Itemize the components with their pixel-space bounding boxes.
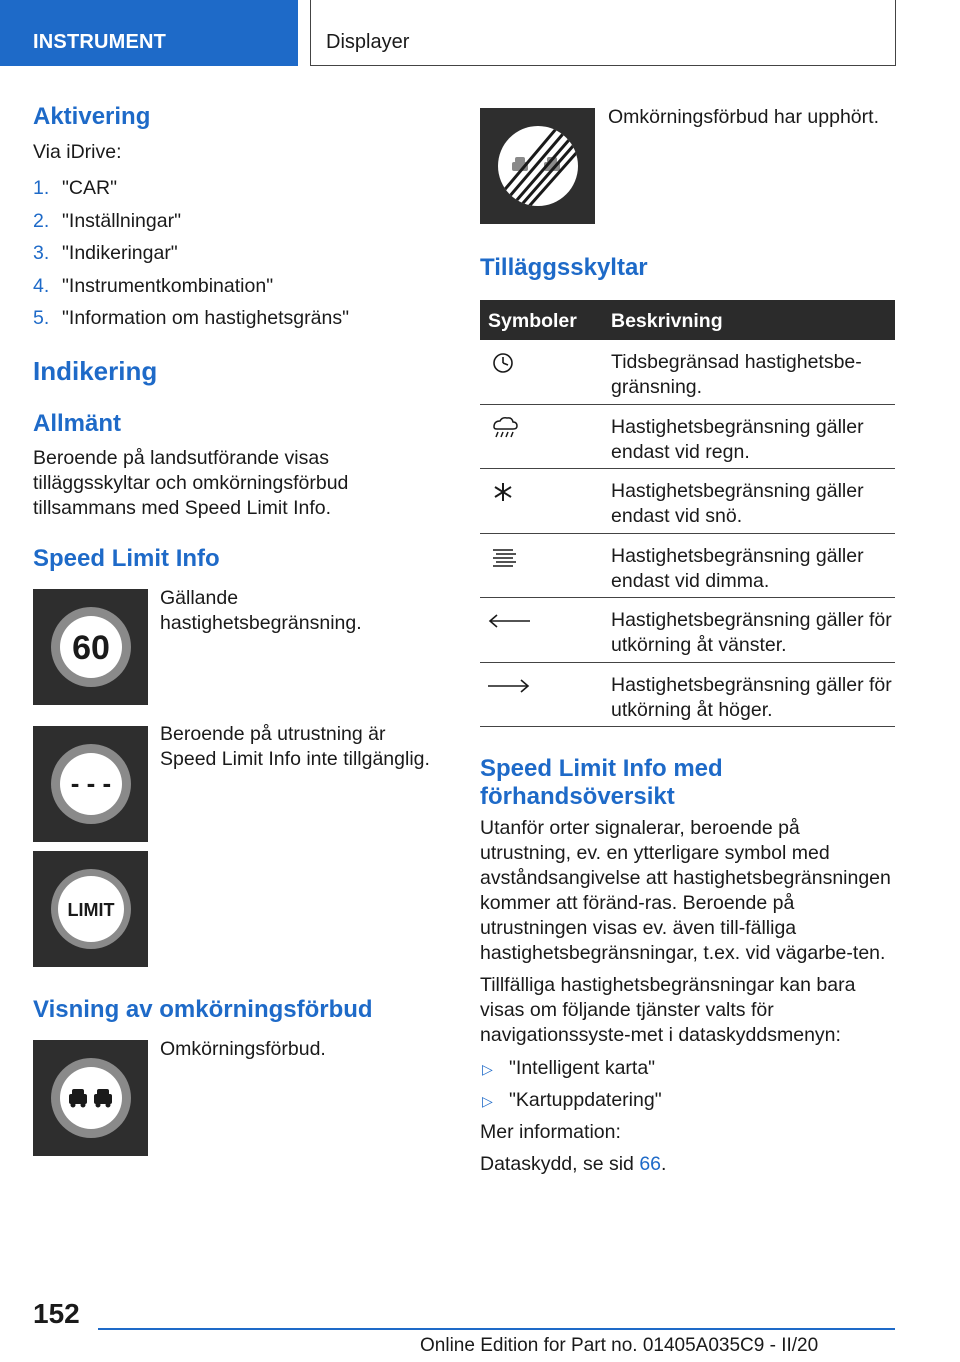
triangle-bullet-icon: ▷ — [482, 1093, 493, 1109]
row-description: Hastighetsbegränsning gäller för utkörning åt vänster. — [611, 609, 892, 656]
table-row — [480, 663, 895, 728]
table-row — [480, 469, 895, 534]
page-link[interactable]: 66 — [639, 1153, 662, 1175]
arrow-right-icon — [484, 671, 530, 701]
aktivering-intro: Via iDrive: — [33, 141, 122, 163]
aktivering-steps — [33, 178, 349, 341]
list-item: ▷ "Kartuppdatering" — [482, 1089, 662, 1111]
section-title: INSTRUMENT — [33, 31, 167, 53]
list-item: 1. "CAR" — [33, 177, 118, 199]
tillagg-heading: Tilläggsskyltar — [480, 254, 648, 281]
sign-60-caption: Gällande hastighetsbegränsning. — [160, 587, 362, 634]
svg-text:- - -: - - - — [70, 768, 112, 798]
table-row — [480, 598, 895, 663]
speed-limit-info-heading: Speed Limit Info — [33, 545, 220, 572]
row-description: Hastighetsbegränsning gäller för utkörning åt höger. — [611, 673, 892, 721]
list-item: ▷ "Intelligent karta" — [482, 1057, 656, 1079]
chapter-title: Displayer — [326, 31, 410, 53]
table-header — [480, 300, 895, 340]
reference-line: Dataskydd, se sid 66. — [480, 1153, 667, 1175]
services-list — [480, 1056, 662, 1120]
speed-limit-60-sign — [33, 589, 148, 705]
allmant-text: Beroende på landsutförande visas tilläggsskyltar och omkörningsförbud tillsammans med Speed Limit Info. — [33, 447, 349, 519]
fog-icon — [484, 542, 530, 572]
list-item: 2. "Inställningar" — [33, 209, 181, 232]
triangle-bullet-icon: ▷ — [482, 1061, 493, 1077]
footer-edition: Online Edition for Part no. 01405A035C9 - II/20 — [420, 1335, 819, 1356]
speed-limit-limit-sign — [33, 851, 148, 967]
end-no-overtaking-sign — [480, 108, 595, 224]
svg-text:60: 60 — [72, 629, 110, 667]
no-overtaking-caption: Omkörningsförbud. — [160, 1038, 326, 1060]
end-no-overtaking-caption: Omkörningsförbud har upphört. — [608, 106, 879, 128]
row-description: Hastighetsbegränsning gäller endast vid snö. — [611, 480, 864, 527]
speed-limit-unavailable-sign — [33, 726, 148, 842]
snowflake-icon — [484, 477, 530, 507]
svg-text:LIMIT: LIMIT — [67, 900, 115, 920]
table-row — [480, 534, 895, 599]
more-info-label: Mer information: — [480, 1121, 621, 1143]
row-description: Hastighetsbegränsning gäller endast vid regn. — [611, 415, 864, 463]
list-item: 5. "Information om hastighetsgräns" — [33, 307, 349, 329]
allmant-heading: Allmänt — [33, 410, 122, 437]
rain-icon — [484, 413, 530, 443]
forhand-heading: Speed Limit Info med förhandsöversikt — [480, 755, 723, 810]
forhand-para-1: Utanför orter signalerar, beroende på utrustning, ev. en ytterligare symbol med avståndsangivelse att hastighetsbegränsningen kommer att föränd-ras. Beroende på utrustningen visas ev. även till-fälliga hastighetsbegränsningar, t.ex. vid vägarbe-ten. — [480, 817, 891, 964]
page-number: 152 — [33, 1298, 80, 1329]
row-description: Hastighetsbegränsning gäller endast vid dimma. — [611, 544, 864, 592]
arrow-left-icon — [484, 606, 530, 636]
sign-unavailable-caption: Beroende på utrustning är Speed Limit Info inte tillgänglig. — [160, 723, 430, 770]
aktivering-heading: Aktivering — [33, 103, 151, 130]
footer-divider — [98, 1328, 895, 1330]
table-row — [480, 340, 895, 405]
list-item: 3. "Indikeringar" — [33, 242, 178, 264]
omkorning-heading: Visning av omkörningsförbud — [33, 996, 373, 1023]
clock-icon — [484, 348, 530, 378]
col-header-description: Beskrivning — [611, 310, 723, 332]
chapter-tab — [310, 0, 896, 66]
no-overtaking-sign — [33, 1040, 148, 1156]
list-item: 4. "Instrumentkombination" — [33, 274, 274, 297]
table-row — [480, 405, 895, 470]
supplementary-signs-table — [480, 300, 895, 727]
indikering-heading: Indikering — [33, 356, 158, 386]
col-header-symbol: Symboler — [488, 310, 577, 332]
row-description: Tidsbegränsad hastighetsbe-gränsning. — [611, 351, 862, 398]
section-tab — [0, 0, 298, 66]
forhand-para-2: Tillfälliga hastighetsbegränsningar kan bara visas om följande tjänster valts för navigationssyste-met i dataskyddsmenyn: — [480, 974, 856, 1046]
